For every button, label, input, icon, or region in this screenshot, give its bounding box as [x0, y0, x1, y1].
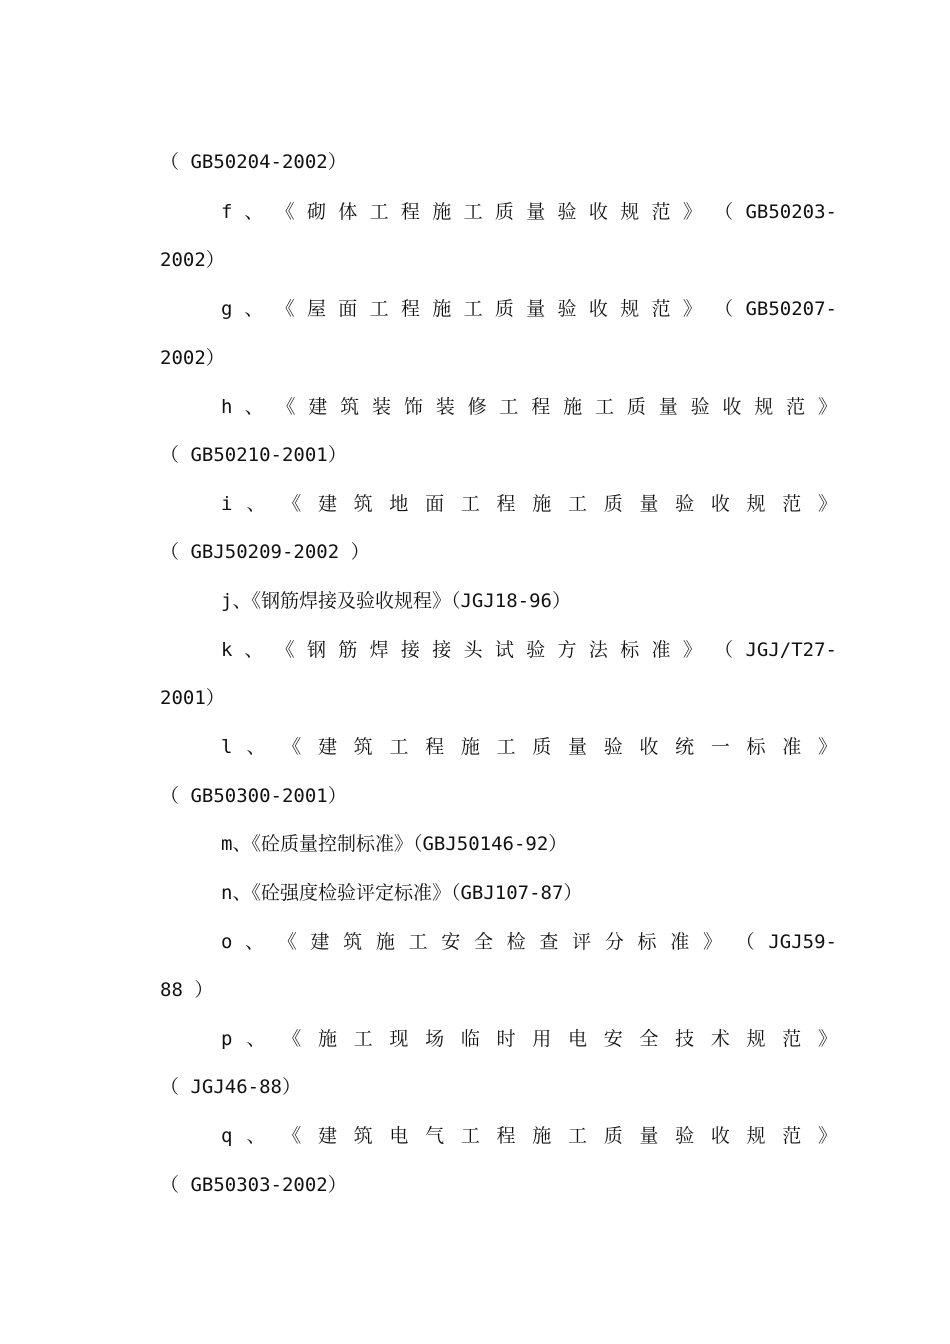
list-item-l: l 、 《 建 筑 工 程 施 工 质 量 验 收 统 一 标 准 》 [221, 736, 837, 758]
list-item-h: h 、 《 建 筑 装 饰 装 修 工 程 施 工 质 量 验 收 规 范 》 [221, 396, 837, 418]
text-line: （ GB50300-2001） [160, 785, 347, 807]
list-item-k: k 、 《 钢 筋 焊 接 接 头 试 验 方 法 标 准 》 （ JGJ/T27- [221, 639, 837, 661]
list-item-n: n、《砼强度检验评定标准》（GBJ107-87） [221, 882, 583, 904]
list-item-f: f 、 《 砌 体 工 程 施 工 质 量 验 收 规 范 》 （ GB50203- [221, 201, 837, 223]
text-line: 2002） [160, 347, 225, 369]
list-item-i: i 、 《 建 筑 地 面 工 程 施 工 质 量 验 收 规 范 》 [221, 493, 837, 515]
text-line: （ GB50303-2002） [160, 1174, 347, 1196]
text-line: 2001） [160, 687, 225, 709]
text-line: 88 ） [160, 979, 214, 1001]
list-item-g: g 、 《 屋 面 工 程 施 工 质 量 验 收 规 范 》 （ GB50207- [221, 298, 837, 320]
list-item-m: m、《砼质量控制标准》（GBJ50146-92） [221, 833, 568, 855]
text-line: （ GB50204-2002） [160, 151, 347, 173]
text-line: （ GBJ50209-2002 ） [160, 541, 370, 563]
text-line: 2002） [160, 249, 225, 271]
list-item-j: j、《钢筋焊接及验收规程》（JGJ18-96） [221, 590, 571, 612]
list-item-o: o 、 《 建 筑 施 工 安 全 检 查 评 分 标 准 》 （ JGJ59- [221, 931, 837, 953]
text-line: （ GB50210-2001） [160, 444, 347, 466]
text-line: （ JGJ46-88） [160, 1076, 301, 1098]
list-item-q: q 、 《 建 筑 电 气 工 程 施 工 质 量 验 收 规 范 》 [221, 1125, 837, 1147]
list-item-p: p 、 《 施 工 现 场 临 时 用 电 安 全 技 术 规 范 》 [221, 1028, 837, 1050]
